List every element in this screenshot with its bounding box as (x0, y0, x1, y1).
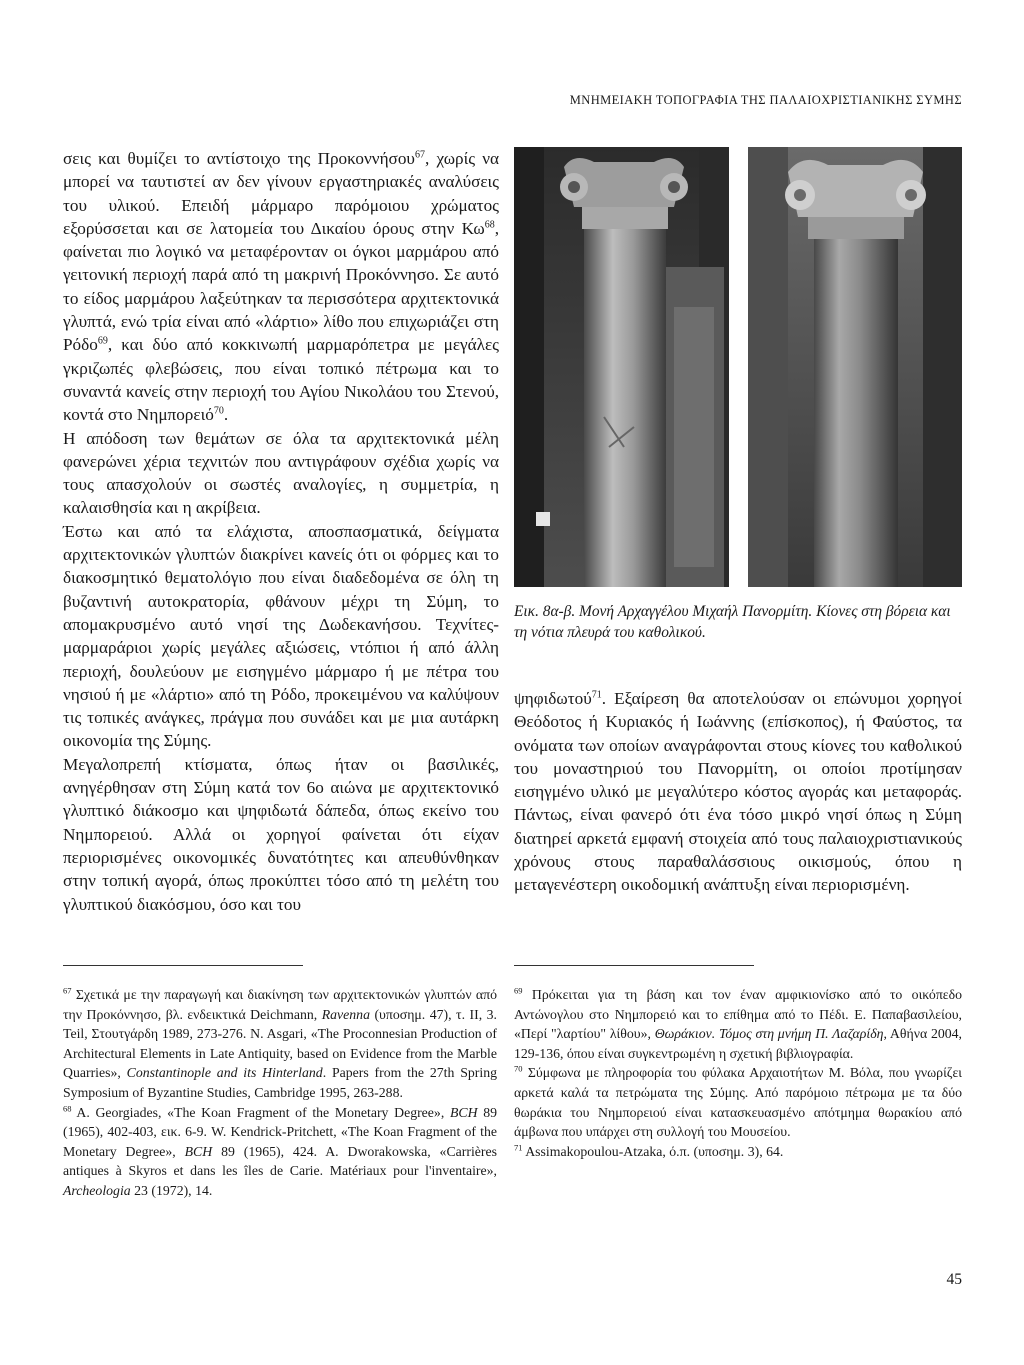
column-photo-north (514, 147, 729, 587)
footnote-ref[interactable]: 68 (484, 219, 495, 231)
footnote-ref[interactable]: 71 (591, 689, 602, 701)
footnote-68: $^{68}$ A. Georgiades, «The Koan Fragment of the Monetary Degree», BCH 89 (1965), 402-403, εικ. 6-9. W. Kendrick-Pritchett, «The Koan Fragment of the Monetary Degree», BCH 89 (1965), 424. A. Dworakowska, «Carrières antiques à Skyros et dans les îles de Carie. Matériaux pour l'inventaire», Archeologia 23 (1972), 14. (63, 1102, 498, 1198)
footnote-ref[interactable]: 67 (414, 149, 425, 161)
footnote-divider (63, 965, 303, 966)
paragraph: Η απόδοση των θεμάτων σε όλα τα αρχιτεκτονικά μέλη φανερώνει χέρια τεχνιτών που αντιγράφουν σχέδια χωρίς να τους απασχολούν οι σωστές αναλογίες, η συμμετρία, η καλαισθησία και η ακρίβεια. (63, 428, 499, 518)
footnote-70: $^{70}$ Σύμφωνα με πληροφορία του φύλακα Αρχαιοτήτων Μ. Βόλα, που γνωρίζει αρκετά καλά τα πετρώματα της Σύμης. Από παρόμοιο πέτρωμα με τα δύο θωράκια του Νημπορειού είναι κατασκευασμένο απότμημα θωρακίου από άμβωνα που υπάρχει στη συλλογή του Μουσείου. (514, 1063, 962, 1140)
footnotes-right (514, 985, 962, 1161)
column-photo-south (748, 147, 962, 587)
left-column-text (63, 147, 499, 916)
paragraph: σεις και θυμίζει το αντίστοιχο της Προκοννήσου$^{67}$, χωρίς να μπορεί να ταυτιστεί αν δεν γίνουν εργαστηριακές αναλύσεις του υλικού. Επειδή μάρμαρο παρόμοιου χρώματος εξορύσσεται και σε λατομεία του Δικαίου όρους στην $K\omega^{68}$, φαίνεται πιο λογικό να μεταφέρονταν οι όγκοι μαρμάρου από γειτονική περιοχή παρά από τη μακρινή Προκόννησο. Σε αυτό το είδος μαρμάρου λαξεύτηκαν τα περισσότερα αρχιτεκτονικά γλυπτά, ενώ τρία είναι από «λάρτιο» λίθο που επιχωριάζει στη Ρόδο$^{69}$, και δύο από κοκκινωπή μαρμαρόπετρα με μεγάλες γκριζωπές φλεβώσεις, που είναι τοπικό πέτρωμα και το συναντά κανείς στην περιοχή του Αγίου Νικολάου του Στενού, κοντά στο Νημπορειό$^{70}$. (63, 149, 499, 425)
footnote-71: $^{71}$ Assimakopoulou-Atzaka, ό.π. (υποσημ. 3), 64. (514, 1142, 784, 1159)
paragraph: Έστω και από τα ελάχιστα, αποσπασματικά, δείγματα αρχιτεκτονικών γλυπτών διακρίνει κανείς ότι οι φόρμες και το διακοσμητικό θεματολόγιο που είναι διαδεδομένα σε όλη τη βυζαντινή αυτοκρατορία, φθάνουν μέχρι τη Σύμη, το απομακρυσμένο αυτό νησί της Δωδεκανήσου. Τεχνίτες-μαρμαράριοι χωρίς μεγάλες αξιώσεις, ντόπιοι ή από άλλη περιοχή, δουλεύουν με εισηγμένο μάρμαρο ή με πέτρα του νησιού ή με «λάρτιο» από τη Ρόδο, προκειμένου να καλύψουν τις τοπικές ανάγκες, πράγμα που συνάδει και με μια αυτάρκη οικονομία της Σύμης. (63, 521, 499, 751)
footnote-69: $^{69}$ Πρόκειται για τη βάση και τον έναν αμφικιονίσκο από το οικόπεδο Αντώνογλου στο Νημπορειό και το επίθημα από το Πέδι. Ε. Παπαβασιλείου, «Περί "λαρτίου" λίθου», Θωράκιον. Τόμος στη μνήμη Π. Λαζαρίδη, Αθήνα 2004, 129-136, όπου είναι συγκεντρωμένη η σχετική βιβλιογραφία. (514, 985, 962, 1061)
figure-caption (514, 601, 962, 643)
page-number: 45 (946, 1271, 962, 1288)
footnote-ref[interactable]: 70 (213, 405, 224, 417)
paragraph: Μεγαλοπρεπή κτίσματα, όπως ήταν οι βασιλικές, ανηγέρθησαν στη Σύμη κατά τον 6ο αιώνα με αρχιτεκτονικό γλυπτικό διάκοσμο και ψηφιδωτά δάπεδα, όπως εκείνο του Νημπορειού. Αλλά οι χορηγοί φαίνεται ότι είχαν περιορισμένες οικονομικές δυνατότητες και απευθύνθηκαν στην τοπική αγορά, όπως προκύπτει τόσο από τη μελέτη του γλυπτικού διακόσμου, όσο και του (63, 754, 499, 914)
footnote-divider (514, 965, 754, 966)
paragraph: ψηφιδωτού$^{71}$. Εξαίρεση θα αποτελούσαν οι επώνυμοι χορηγοί Θεόδοτος ή Κυριακός ή Ιωάννης (επίσκοπος), ή Φαύστος, τα ονόματα των οποίων αναγράφονται στους κίονες του καθολικού του μοναστηριού του Πανορμίτη, οι οποίοι προτίμησαν εισηγμένο υλικό με μεγαλύτερο κόστος αγοράς και μεταφοράς. Πάντως, είναι φανερό ότι ένα τόσο μικρό νησί όπως η Σύμη διατηρεί αρκετά εμφανή στοιχεία από τους παλαιοχριστιανικούς χρόνους στους παραθαλάσσιους οικισμούς, όπου η μεταγενέστερη οικοδομική ανάπτυξη είναι περιορισμένη. (514, 689, 962, 895)
footnote-ref[interactable]: 69 (97, 335, 108, 347)
figure-caption-text: Μονή Αρχαγγέλου Μιχαήλ Πανορμίτη. Κίονες στη βόρεια και τη νότια πλευρά του καθολικού. (514, 603, 951, 641)
figure-photos (514, 147, 962, 587)
running-head: ΜΝΗΜΕΙΑΚΗ ΤΟΠΟΓΡΑΦΙΑ ΤΗΣ ΠΑΛΑΙΟΧΡΙΣΤΙΑΝΙΚΗΣ ΣΥΜΗΣ (569, 93, 962, 107)
right-column-text (514, 687, 962, 897)
figure-label: Εικ. 8α-β. (514, 603, 576, 620)
footnote-67: $^{67}$ Σχετικά με την παραγωγή και διακίνηση των αρχιτεκτονικών γλυπτών από την Προκόννησο, βλ. ενδεικτικά Deichmann, Ravenna (υποσημ. 47), τ. II, 3. Teil, Στουτγάρδη 1989, 273-276. N. Asgari, «The Proconnesian Production of Architectural Elements in Late Antiquity, based on Evidence from the Marble Quarries», Constantinople and its Hinterland. Papers from the 27th Spring Symposium of Byzantine Studies, Cambridge 1995, 263-288. (63, 985, 498, 1100)
footnotes-left (63, 985, 497, 1201)
